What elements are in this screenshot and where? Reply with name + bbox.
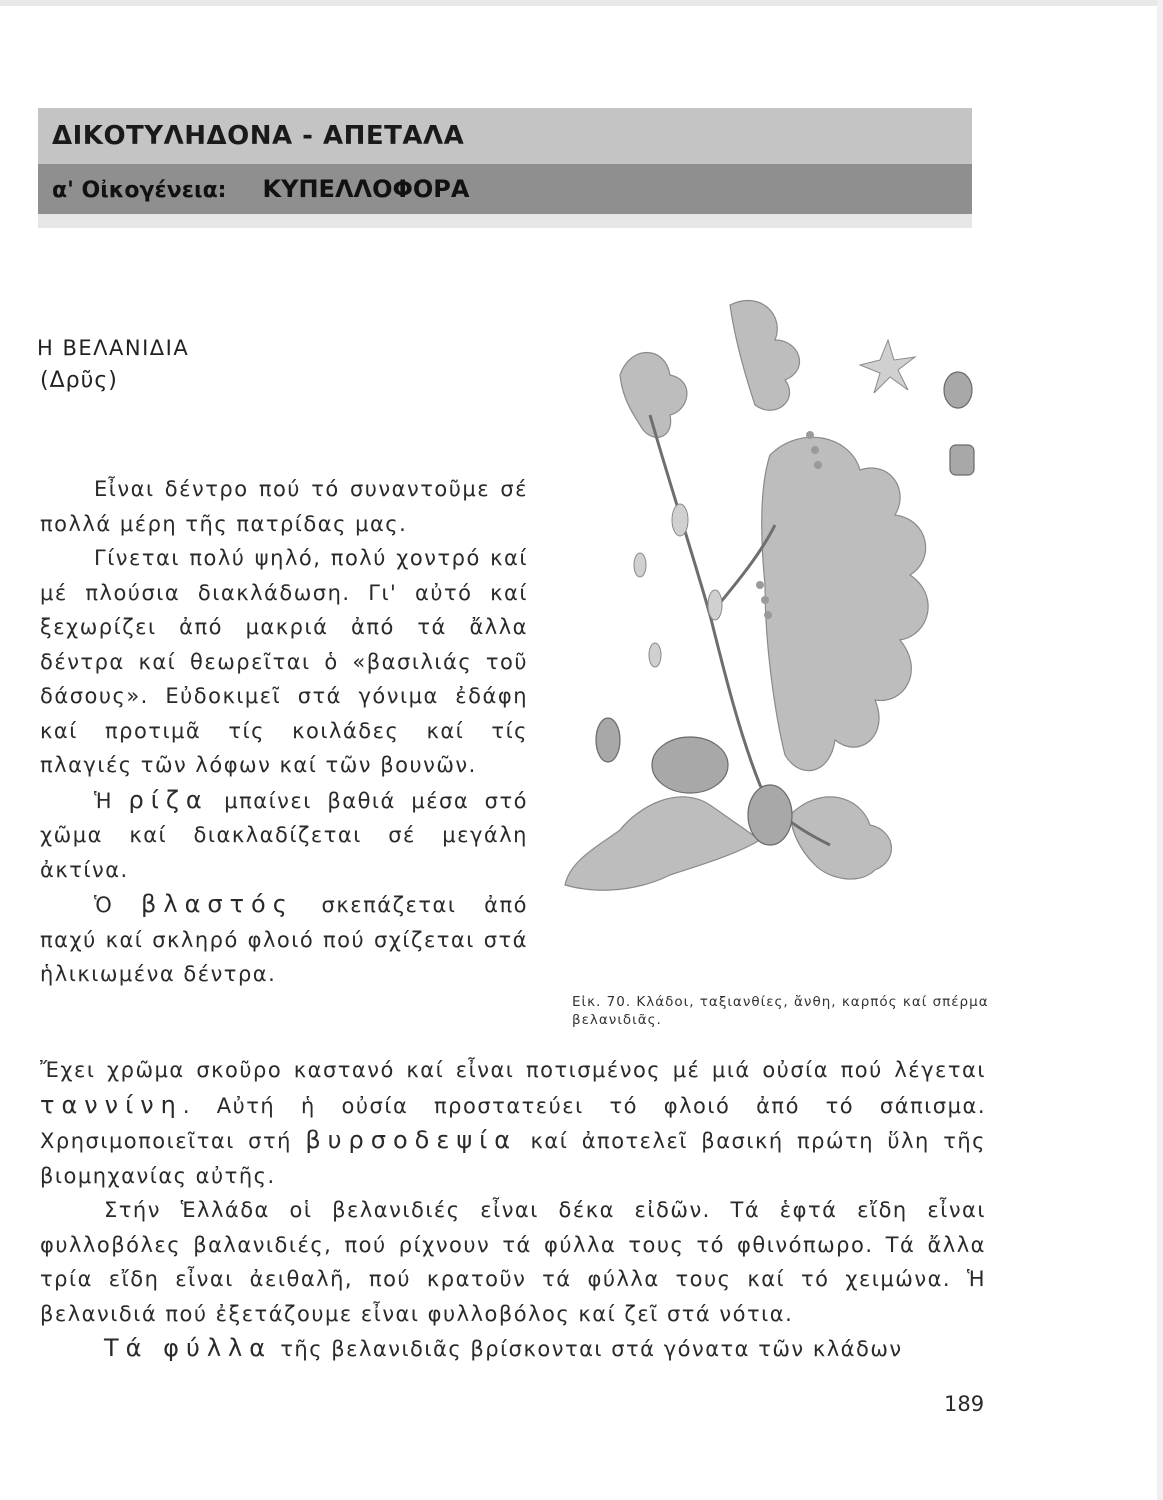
catkin-bead (761, 596, 769, 604)
oak-illustration (560, 285, 980, 925)
paragraph: Στήν Ἑλλάδα οἱ βελανιδιές εἶναι δέκα εἰδῶν. Τά ἑφτά εἴδη εἶναι φυλλοβόλες βαλανιδιές, πού ρίχνουν τά φύλλα τους τό φθινόπωρο. Τά ἄλλα τρία εἴδη εἶναι ἀειθαλῆ, πού κρατοῦν τά φύλλα τους καί τό χειμώνα. Ἡ βελανιδιά πού ἐξετάζουμε εἶναι φυλλοβόλος καί ζεῖ στά νότια. (40, 1198, 986, 1326)
catkin-bead (814, 461, 822, 469)
category-banner (38, 108, 972, 164)
full-width-text (40, 1053, 986, 1367)
article-subtitle: (Δρῦς) (40, 368, 118, 393)
banner-shadow (38, 214, 972, 228)
acorn-seed (596, 718, 620, 762)
stamen-detail (672, 504, 688, 536)
stamen-detail (634, 553, 646, 577)
flower-star (860, 340, 915, 393)
flower-detail (944, 372, 972, 408)
paragraph-stem: Ὁ βλαστός σκεπάζεται ἀπό παχύ καί σκληρό φλοιό πού σχίζεται στά ἡλικιωμένα δέντρα. (40, 890, 528, 986)
oak-leaf-large (762, 437, 928, 770)
category-title: ΔΙΚΟΤΥΛΗΔΟΝΑ - ΑΠΕΤΑΛΑ (52, 121, 465, 151)
term-tannin: ταννίνη (40, 1090, 183, 1119)
catkin-bead (806, 431, 814, 439)
family-label: α' Οἰκογένεια: (52, 178, 227, 203)
flower-detail (950, 445, 974, 475)
catkin-bead (764, 611, 772, 619)
term-stem: βλαστός (141, 890, 294, 918)
paragraph-leaves: Τά φύλλα τῆς βελανιδιᾶς βρίσκονται στά γόνατα τῶν κλάδων (104, 1334, 903, 1362)
term-root: ρίζα (128, 785, 209, 814)
term-tanning: βυρσοδεψία (305, 1126, 518, 1154)
paragraph: Εἶναι δέντρο πού τό συναντοῦμε σέ πολλά μέρη τῆς πατρίδας μας. (40, 477, 528, 536)
oak-leaf-lower (790, 797, 891, 879)
paragraph: Γίνεται πολύ ψηλό, πολύ χοντρό καί μέ πλούσια διακλάδωση. Γι' αὐτό καί ξεχωρίζει ἀπό μακριά ἀπό τά ἄλλα δέντρα καί θεωρεῖται ὁ «βασιλιάς τοῦ δάσους». Εὐδοκιμεῖ στά γόνιμα ἐδάφη καί προτιμᾶ τίς κοιλάδες καί τίς πλαγιές τῶν λόφων καί τῶν βουνῶν. (40, 546, 528, 777)
page-right-edge (1157, 0, 1163, 1500)
family-banner (38, 164, 972, 214)
oak-leaf-small (730, 300, 799, 410)
acorn (652, 737, 728, 793)
stamen-detail (708, 590, 722, 620)
term-leaves: Τά φύλλα (104, 1334, 273, 1362)
paragraph: Ἔχει χρῶμα σκοῦρο καστανό καί εἶναι ποτισμένος μέ μιά οὐσία πού λέγεται ταννίνη. Αὐτή ἡ οὐσία προστατεύει τό φλοιό ἀπό τό σάπισμα. Χρησιμοποιεῖται στή βυρσοδεψία καί ἀποτελεῖ βασική πρώτη ὕλη τῆς βιομηχανίας αὐτῆς. (40, 1058, 986, 1188)
page-number: 189 (944, 1392, 985, 1416)
stamen-detail (649, 643, 661, 667)
catkin-bead (756, 581, 764, 589)
acorn (748, 785, 792, 845)
catkin-bead (811, 446, 819, 454)
oak-leaf-lower (565, 797, 760, 890)
figure-caption: Εἰκ. 70. Κλάδοι, ταξιανθίες, ἄνθη, καρπός καί σπέρμα βελανιδιᾶς. (572, 994, 989, 1028)
paragraph-root: Ἡ ρίζα μπαίνει βαθιά μέσα στό χῶμα καί διακλαδίζεται σέ μεγάλη ἀκτίνα. (40, 785, 528, 882)
page-top-edge (0, 0, 1163, 6)
family-value: ΚΥΠΕΛΛΟΦΟΡΑ (262, 175, 470, 203)
article-title: Η ΒΕΛΑΝΙΔΙΑ (37, 336, 190, 360)
column-text (40, 472, 528, 992)
